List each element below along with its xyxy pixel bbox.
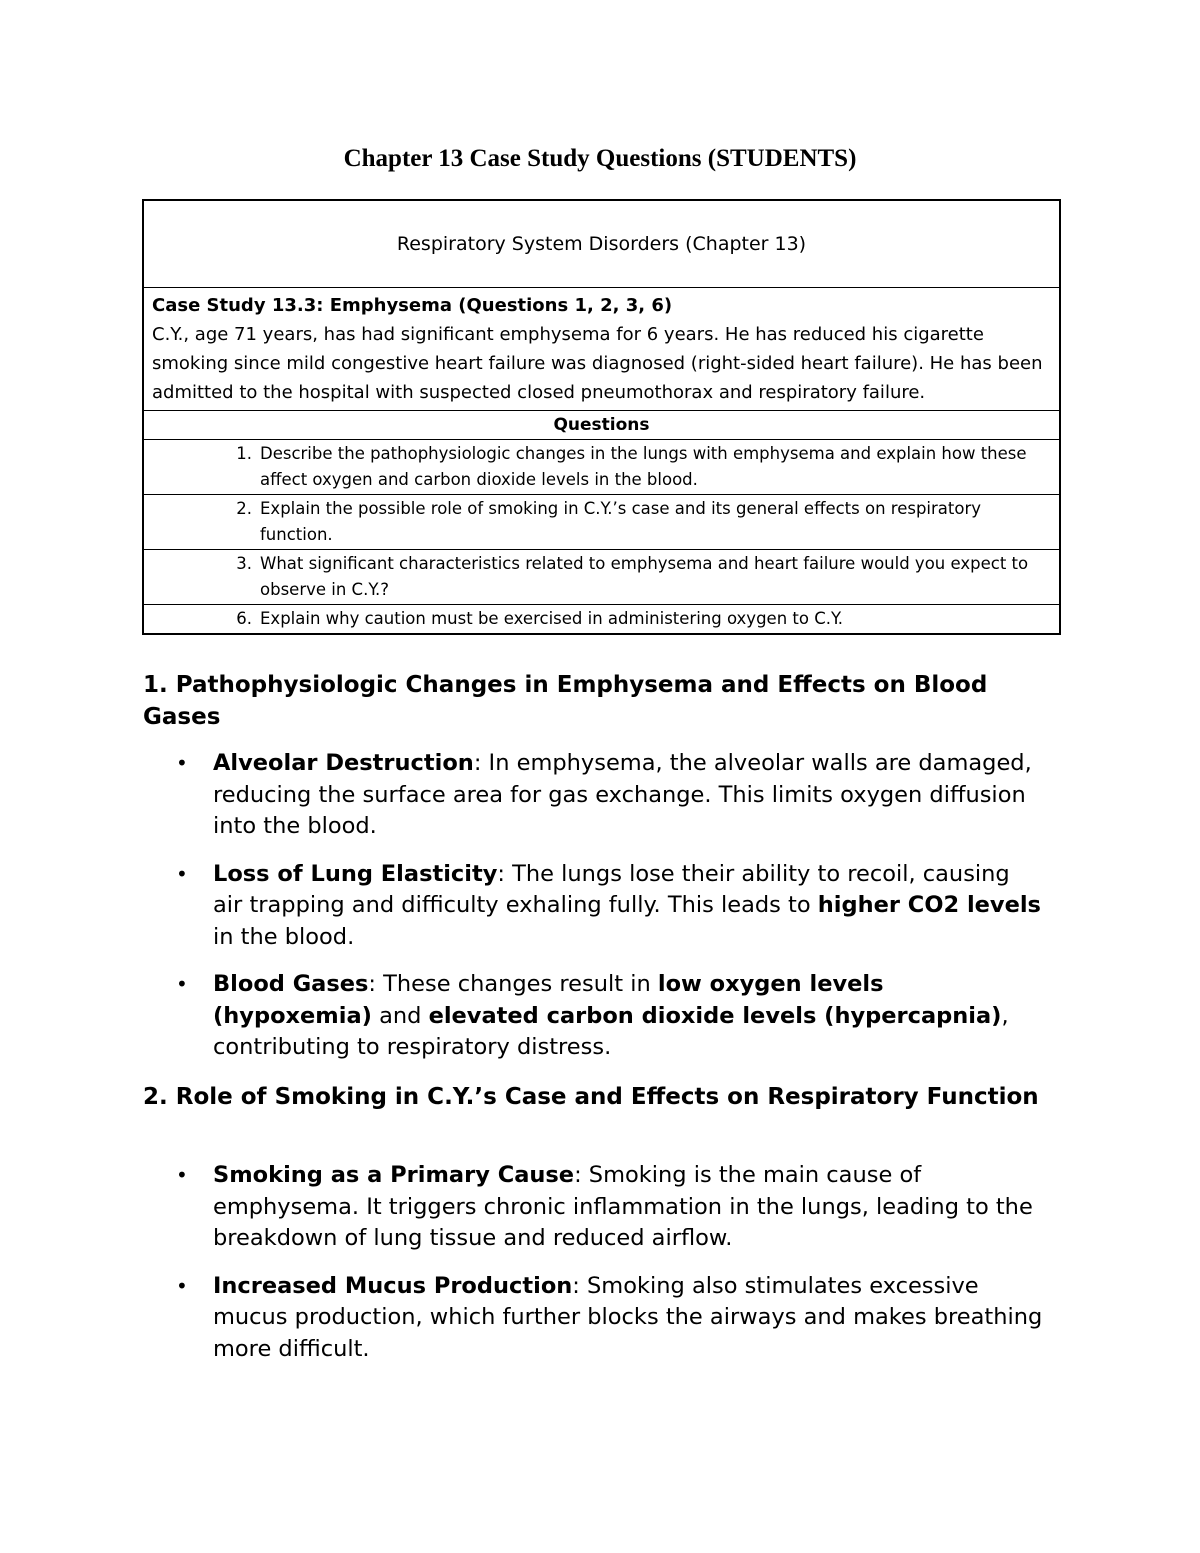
page-title: Chapter 13 Case Study Questions (STUDENTS) [343,145,857,172]
question-text: Explain why caution must be exercised in administering oxygen to C.Y. [260,609,843,628]
bullet-emphasis: higher CO2 levels [817,892,1041,918]
bullet-term: Increased Mucus Production [213,1272,573,1299]
case-text: C.Y., age 71 years, has had significant emphysema for 6 years. He has reduced his cigarette smoking since mild congestive heart failure was diagnosed (right-sided heart failure). He has been admitted to the hospital with suspected closed pneumothorax and respiratory failure. [152,324,1043,403]
section-1-heading: 1. Pathophysiologic Changes in Emphysema and Effects on Blood Gases [143,672,988,730]
bullet-emphasis: low oxygen levels (hypoxemia) [213,971,884,1029]
question-number: 2. [236,499,252,518]
bullet-text: : Smoking is the main cause of emphysema. It triggers chronic inflammation in the lungs, leading to the breakdown of lung tissue and reduced airflow. [213,1162,1033,1251]
question-number: 6. [236,609,252,628]
list-item [143,969,1043,1064]
table-heading [143,200,1060,288]
section-1-list [143,748,1043,1080]
bullet-icon: • [176,972,188,996]
list-item [143,859,1043,954]
bullet-icon: • [176,861,188,886]
question-number: 3. [236,554,252,573]
question-row [143,605,1060,635]
case-study-table [142,199,1061,635]
question-text: Explain the possible role of smoking in C.Y.’s case and its general effects on respiratory function. [260,499,982,544]
bullet-emphasis: elevated carbon dioxide levels (hypercapnia) [428,1002,1002,1029]
bullet-icon: • [176,1273,188,1298]
question-text: Describe the pathophysiologic changes in the lungs with emphysema and explain how these affect oxygen and carbon dioxide levels in the blood. [260,444,1027,489]
bullet-text: : In emphysema, the alveolar walls are damaged, reducing the surface area for gas exchange. This limits oxygen diffusion into the blood. [213,750,1032,839]
bullet-term: Blood Gases [213,971,369,997]
bullet-text: and [371,1002,429,1029]
section-2-list [143,1160,1043,1381]
bullet-term: Alveolar Destruction [213,750,474,776]
list-item [143,1271,1043,1366]
question-row [143,495,1060,550]
bullet-text: : The lungs lose their ability to recoil, causing air trapping and difficulty exhaling fully. This leads to [213,860,1010,918]
section-2-heading: 2. Role of Smoking in C.Y.’s Case and Effects on Respiratory Function [143,1084,1039,1110]
bullet-text: , contributing to respiratory distress. [213,1002,1009,1060]
table-heading-text: Respiratory System Disorders (Chapter 13) [396,233,807,255]
bullet-text: : These changes result in [368,971,658,997]
list-item [143,1160,1043,1255]
list-item [143,748,1043,843]
bullet-text: in the blood. [213,923,355,950]
case-description-cell [143,288,1060,411]
question-number: 1. [236,444,252,463]
bullet-term: Loss of Lung Elasticity [213,860,498,887]
bullet-text: : Smoking also stimulates excessive mucus production, which further blocks the airways and makes breathing more difficult. [213,1272,1043,1362]
questions-header: Questions [143,411,1060,440]
question-text: What significant characteristics related to emphysema and heart failure would you expect to observe in C.Y.? [260,554,1029,599]
bullet-icon: • [176,1163,188,1187]
bullet-icon: • [176,751,188,775]
question-row [143,550,1060,605]
bullet-term: Smoking as a Primary Cause [213,1162,575,1188]
case-title: Case Study 13.3: Emphysema (Questions 1, 2, 3, 6) [152,295,673,316]
question-row [143,440,1060,495]
